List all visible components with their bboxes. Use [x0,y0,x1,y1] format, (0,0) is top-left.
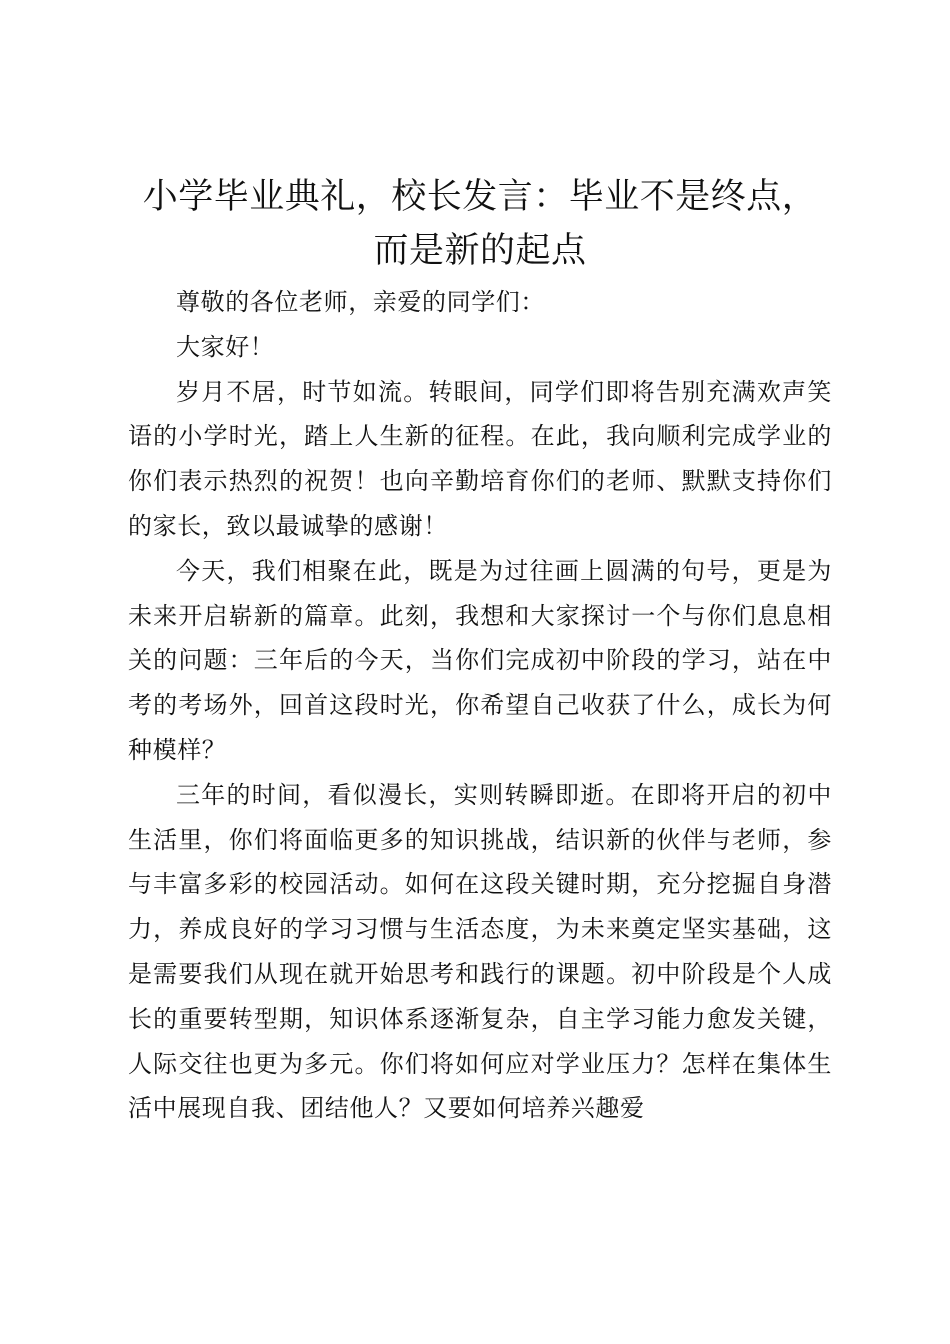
document-page [128,170,832,1131]
paragraph-congratulations: 岁月不居，时节如流。转眼间，同学们即将告别充满欢声笑语的小学时光，踏上人生新的征程。在此，我向顺利完成学业的你们表示热烈的祝贺！也向辛勤培育你们的老师、默默支持你们的家长，致以最诚挚的感谢！ [128,377,832,540]
greeting: 大家好！ [176,332,275,361]
document-title: 小学毕业典礼，校长发言：毕业不是终点，而是新的起点 [142,177,818,271]
salutation: 尊敬的各位老师，亲爱的同学们： [176,288,545,316]
document-body [128,280,832,1131]
paragraph-middle-school: 三年的时间，看似漫长，实则转瞬即逝。在即将开启的初中生活里，你们将面临更多的知识挑战，结识新的伙伴与老师，参与丰富多彩的校园活动。如何在这段关键时期，充分挖掘自身潜力，养成良好的学习习惯与生活态度，为未来奠定坚实基础，这是需要我们从现在就开始思考和践行的课题。初中阶段是个人成长的重要转型期，知识体系逐渐复杂，自主学习能力愈发关键，人际交往也更为多元。你们将如何应对学业压力？怎样在集体生活中展现自我、团结他人？又要如何培养兴趣爱 [128,780,832,1123]
paragraph-question: 今天，我们相聚在此，既是为过往画上圆满的句号，更是为未来开启崭新的篇章。此刻，我想和大家探讨一个与你们息息相关的问题：三年后的今天，当你们完成初中阶段的学习，站在中考的考场外，回首这段时光，你希望自己收获了什么，成长为何种模样？ [128,556,832,764]
